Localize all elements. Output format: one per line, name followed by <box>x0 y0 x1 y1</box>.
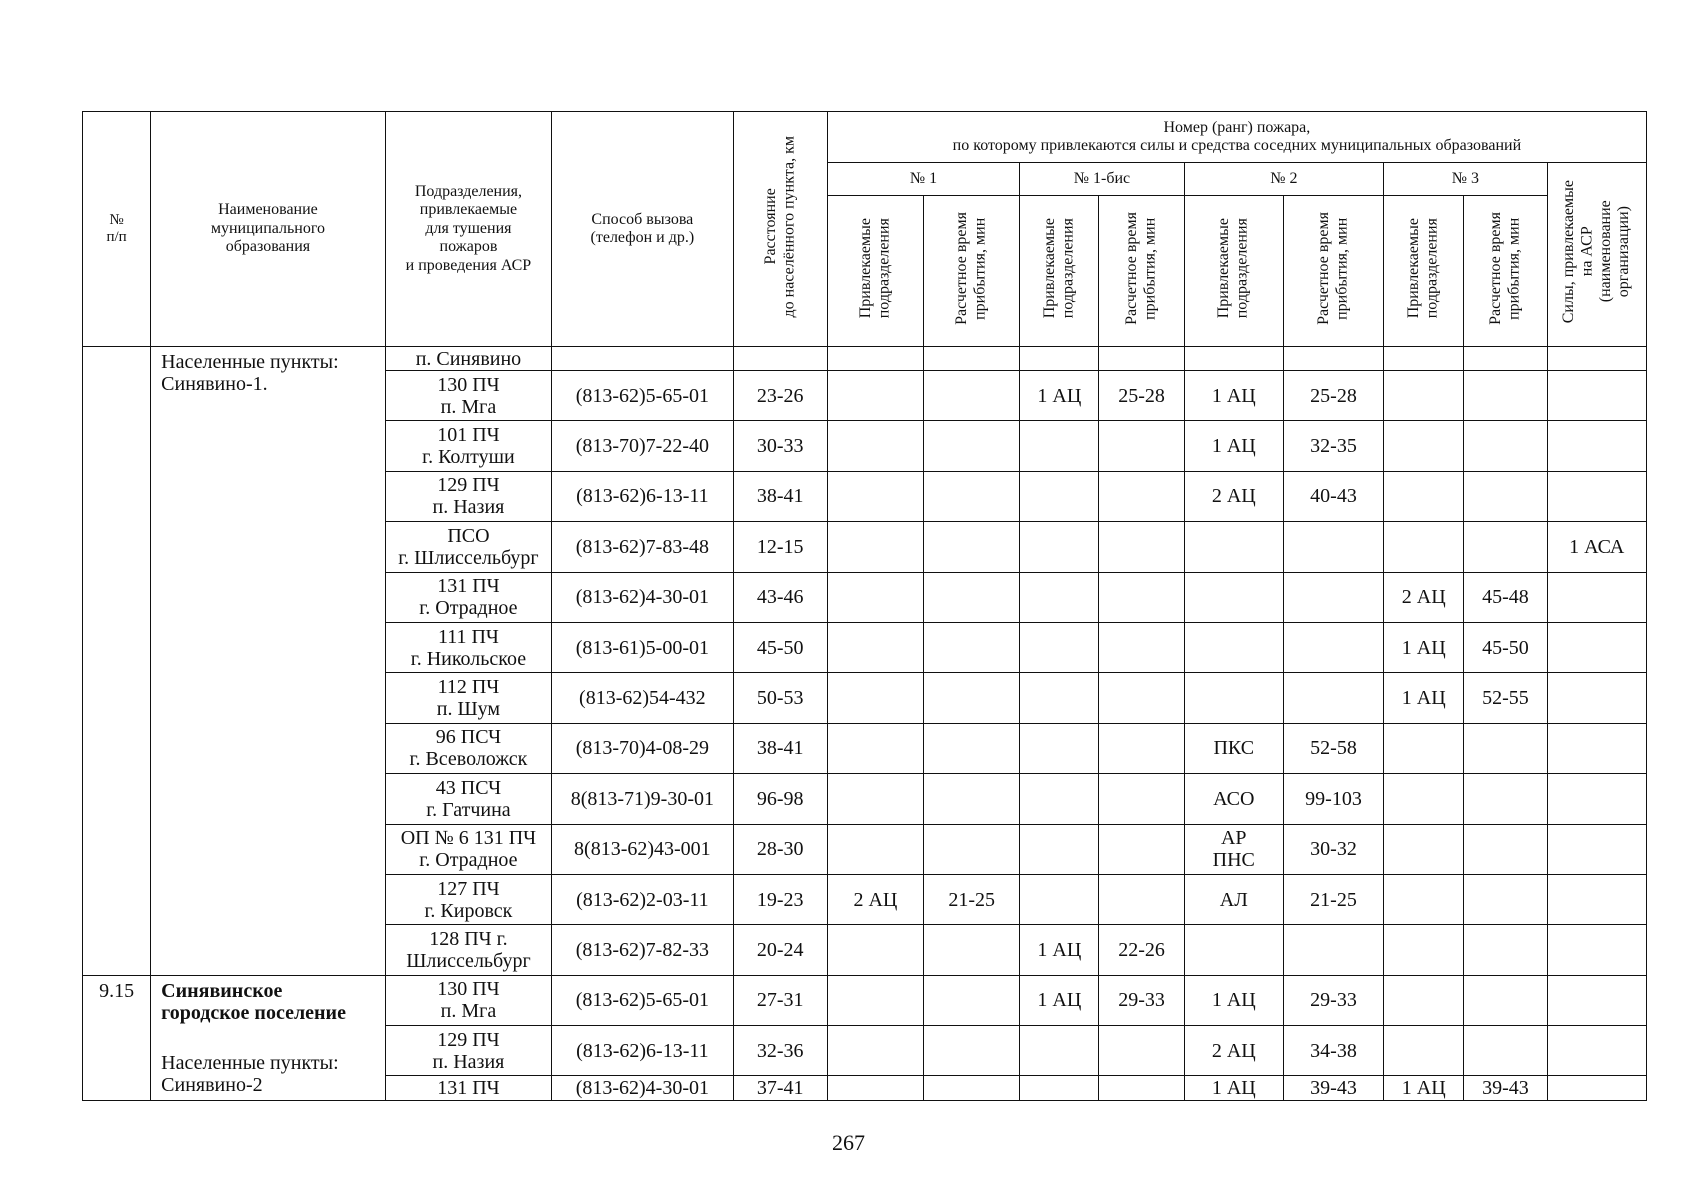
rank3-units-cell <box>1384 824 1464 874</box>
phone-cell: (813-62)2-03-11 <box>552 874 733 924</box>
rank3-time-cell: 52-55 <box>1464 673 1547 723</box>
rank1bis-units-cell <box>1020 421 1099 471</box>
phone-cell: (813-62)5-65-01 <box>552 975 733 1025</box>
unit-cell: 130 ПЧ п. Мга <box>385 975 551 1025</box>
distance-cell: 19-23 <box>733 874 827 924</box>
rank2-time-cell: 40-43 <box>1283 471 1383 521</box>
rank2-time-cell <box>1283 673 1383 723</box>
rank1-time-cell <box>924 774 1020 824</box>
header-rank1bis-units <box>1020 196 1099 347</box>
spacer <box>161 1024 375 1052</box>
rank1-units-cell <box>827 471 923 521</box>
rank3-units-cell: 1 АЦ <box>1384 673 1464 723</box>
phone-cell: 8(813-71)9-30-01 <box>552 774 733 824</box>
header-fire-rank: Номер (ранг) пожара, по которому привлекаются силы и средства соседних муниципальных образований <box>827 112 1646 163</box>
table-body <box>83 347 1647 1101</box>
header-rank-3: № 3 <box>1384 163 1547 196</box>
header-rank1bis-time-text: Расчетное время прибытия, мин <box>1123 211 1159 325</box>
rank3-time-cell: 45-48 <box>1464 572 1547 622</box>
rank3-time-cell <box>1464 1026 1547 1076</box>
asr-cell <box>1547 622 1646 672</box>
rank1-time-cell <box>924 1076 1020 1101</box>
distance-cell: 45-50 <box>733 622 827 672</box>
rank2-units-cell <box>1184 572 1283 622</box>
rank1bis-units-cell: 1 АЦ <box>1020 371 1099 421</box>
rank1-units-cell <box>827 774 923 824</box>
rank1bis-units-cell <box>1020 673 1099 723</box>
rank1-units-cell <box>827 572 923 622</box>
rank1-units-cell <box>827 673 923 723</box>
rank1-time-cell <box>924 622 1020 672</box>
distance-cell: 38-41 <box>733 723 827 773</box>
rank1-time-cell <box>924 371 1020 421</box>
header-rank3-units-text: Привлекаемые подразделения <box>1405 218 1441 319</box>
rank1bis-units-cell: 1 АЦ <box>1020 925 1099 975</box>
rank3-units-cell <box>1384 874 1464 924</box>
rank2-units-cell <box>1184 925 1283 975</box>
header-rank3-time-text: Расчетное время прибытия, мин <box>1487 211 1523 325</box>
rank1-units-cell <box>827 421 923 471</box>
rank3-time-cell <box>1464 975 1547 1025</box>
rank1-units-cell <box>827 371 923 421</box>
rank2-units-cell: АСО <box>1184 774 1283 824</box>
rank3-time-cell <box>1464 824 1547 874</box>
unit-cell: 43 ПСЧ г. Гатчина <box>385 774 551 824</box>
header-rank-1bis: № 1-бис <box>1020 163 1184 196</box>
rank2-time-cell: 21-25 <box>1283 874 1383 924</box>
phone-cell: (813-62)4-30-01 <box>552 1076 733 1101</box>
rank3-units-cell <box>1384 723 1464 773</box>
rank1-time-cell <box>924 347 1020 371</box>
rank1bis-units-cell <box>1020 774 1099 824</box>
header-rank-1: № 1 <box>827 163 1019 196</box>
row-number-cell <box>83 347 151 976</box>
asr-cell: 1 АСА <box>1547 522 1646 572</box>
header-asr-forces <box>1547 163 1646 347</box>
rank2-time-cell <box>1283 347 1383 371</box>
rank1bis-time-cell: 25-28 <box>1099 371 1184 421</box>
rank1-units-cell <box>827 824 923 874</box>
rank1-units-cell <box>827 1076 923 1101</box>
rank1-units-cell <box>827 347 923 371</box>
rank2-time-cell <box>1283 925 1383 975</box>
distance-cell: 96-98 <box>733 774 827 824</box>
rank3-units-cell <box>1384 925 1464 975</box>
phone-cell: (813-62)6-13-11 <box>552 1026 733 1076</box>
header-asr-forces-text: Силы, привлекаемые на АСР (наименование организации) <box>1559 180 1633 324</box>
rank3-time-cell <box>1464 774 1547 824</box>
rank1-time-cell <box>924 1026 1020 1076</box>
rank2-time-cell <box>1283 572 1383 622</box>
rank3-units-cell <box>1384 347 1464 371</box>
asr-cell <box>1547 874 1646 924</box>
rank2-time-cell <box>1283 622 1383 672</box>
header-rank1-time-text: Расчетное время прибытия, мин <box>953 211 989 325</box>
rank3-units-cell <box>1384 1026 1464 1076</box>
rank3-units-cell <box>1384 421 1464 471</box>
rank2-units-cell: 2 АЦ <box>1184 471 1283 521</box>
unit-cell: 128 ПЧ г. Шлиссельбург <box>385 925 551 975</box>
rank3-units-cell <box>1384 471 1464 521</box>
distance-cell <box>733 347 827 371</box>
rank1-time-cell: 21-25 <box>924 874 1020 924</box>
municipality-name: Синявинское городское поселение <box>161 979 346 1024</box>
unit-cell: 112 ПЧ п. Шум <box>385 673 551 723</box>
rank1-time-cell <box>924 522 1020 572</box>
rank2-time-cell: 34-38 <box>1283 1026 1383 1076</box>
rank1bis-time-cell <box>1099 673 1184 723</box>
rank1bis-units-cell <box>1020 874 1099 924</box>
rank1bis-time-cell <box>1099 572 1184 622</box>
municipality-cell <box>151 975 386 1101</box>
header-rank-2: № 2 <box>1184 163 1383 196</box>
rank1bis-time-cell: 22-26 <box>1099 925 1184 975</box>
rank3-time-cell <box>1464 421 1547 471</box>
page-number: 267 <box>832 1130 865 1155</box>
asr-cell <box>1547 347 1646 371</box>
unit-cell: 131 ПЧ г. Отрадное <box>385 572 551 622</box>
unit-cell: 96 ПСЧ г. Всеволожск <box>385 723 551 773</box>
rank2-time-cell: 99-103 <box>1283 774 1383 824</box>
unit-cell: ОП № 6 131 ПЧ г. Отрадное <box>385 824 551 874</box>
rank3-units-cell: 1 АЦ <box>1384 1076 1464 1101</box>
table-row <box>83 975 1647 1025</box>
rank2-units-cell: 1 АЦ <box>1184 1076 1283 1101</box>
phone-cell: (813-61)5-00-01 <box>552 622 733 672</box>
header-rank1-units <box>827 196 923 347</box>
municipality-cell <box>151 347 386 976</box>
rank1bis-time-cell <box>1099 622 1184 672</box>
rank1-units-cell <box>827 622 923 672</box>
rank1bis-time-cell <box>1099 874 1184 924</box>
rank2-time-cell: 52-58 <box>1283 723 1383 773</box>
rank1bis-time-cell <box>1099 522 1184 572</box>
unit-cell: п. Синявино <box>385 347 551 371</box>
rank2-units-cell: 1 АЦ <box>1184 975 1283 1025</box>
rank1-time-cell <box>924 572 1020 622</box>
distance-cell: 12-15 <box>733 522 827 572</box>
rank3-time-cell: 45-50 <box>1464 622 1547 672</box>
rank2-time-cell: 32-35 <box>1283 421 1383 471</box>
distance-cell: 28-30 <box>733 824 827 874</box>
rank1-units-cell <box>827 1026 923 1076</box>
header-distance-text: Расстояние до населённого пункта, км <box>761 135 798 318</box>
header-rank1bis-units-text: Привлекаемые подразделения <box>1040 218 1077 319</box>
rank1bis-time-cell <box>1099 471 1184 521</box>
header-units: Подразделения, привлекаемые для тушения пожаров и проведения АСР <box>385 112 551 347</box>
phone-cell <box>552 347 733 371</box>
rank2-units-cell <box>1184 622 1283 672</box>
phone-cell: 8(813-62)43-001 <box>552 824 733 874</box>
fire-resources-table <box>82 111 1647 1101</box>
rank1bis-time-cell: 29-33 <box>1099 975 1184 1025</box>
rank1-units-cell <box>827 723 923 773</box>
settlements-text: Населенные пункты: Синявино-1. <box>161 351 339 395</box>
rank3-time-cell <box>1464 925 1547 975</box>
rank3-units-cell <box>1384 371 1464 421</box>
header-rank2-units-text: Привлекаемые подразделения <box>1215 218 1251 319</box>
rank2-time-cell: 25-28 <box>1283 371 1383 421</box>
rank1-units-cell <box>827 925 923 975</box>
rank2-units-cell: 2 АЦ <box>1184 1026 1283 1076</box>
phone-cell: (813-62)54-432 <box>552 673 733 723</box>
rank2-units-cell: ПКС <box>1184 723 1283 773</box>
header-rank2-time <box>1283 196 1383 347</box>
rank2-units-cell: 1 АЦ <box>1184 371 1283 421</box>
asr-cell <box>1547 925 1646 975</box>
header-rank3-time <box>1464 196 1547 347</box>
phone-cell: (813-70)4-08-29 <box>552 723 733 773</box>
rank1bis-units-cell <box>1020 572 1099 622</box>
rank1bis-time-cell <box>1099 1026 1184 1076</box>
rank3-time-cell <box>1464 347 1547 371</box>
rank3-time-cell <box>1464 522 1547 572</box>
rank2-time-cell: 29-33 <box>1283 975 1383 1025</box>
rank1bis-units-cell <box>1020 723 1099 773</box>
rank2-units-cell: 1 АЦ <box>1184 421 1283 471</box>
rank3-units-cell: 2 АЦ <box>1384 572 1464 622</box>
distance-cell: 43-46 <box>733 572 827 622</box>
rank1bis-time-cell <box>1099 421 1184 471</box>
header-call-method: Способ вызова (телефон и др.) <box>552 112 733 347</box>
rank2-units-cell <box>1184 673 1283 723</box>
rank3-time-cell <box>1464 723 1547 773</box>
distance-cell: 20-24 <box>733 925 827 975</box>
asr-cell <box>1547 471 1646 521</box>
phone-cell: (813-62)7-82-33 <box>552 925 733 975</box>
rank1bis-time-cell <box>1099 824 1184 874</box>
asr-cell <box>1547 673 1646 723</box>
asr-cell <box>1547 1076 1646 1101</box>
rank1bis-units-cell <box>1020 1026 1099 1076</box>
rank1-time-cell <box>924 824 1020 874</box>
asr-cell <box>1547 975 1646 1025</box>
asr-cell <box>1547 421 1646 471</box>
rank2-units-cell <box>1184 522 1283 572</box>
rank3-time-cell: 39-43 <box>1464 1076 1547 1101</box>
phone-cell: (813-62)7-83-48 <box>552 522 733 572</box>
unit-cell: ПСО г. Шлиссельбург <box>385 522 551 572</box>
distance-cell: 23-26 <box>733 371 827 421</box>
rank1bis-time-cell <box>1099 1076 1184 1101</box>
distance-cell: 37-41 <box>733 1076 827 1101</box>
rank3-time-cell <box>1464 371 1547 421</box>
rank3-time-cell <box>1464 874 1547 924</box>
unit-cell: 127 ПЧ г. Кировск <box>385 874 551 924</box>
rank1-time-cell <box>924 925 1020 975</box>
rank3-units-cell <box>1384 774 1464 824</box>
distance-cell: 38-41 <box>733 471 827 521</box>
rank1bis-units-cell <box>1020 824 1099 874</box>
rank1bis-units-cell <box>1020 471 1099 521</box>
header-distance <box>733 112 827 347</box>
asr-cell <box>1547 371 1646 421</box>
unit-cell: 101 ПЧ г. Колтуши <box>385 421 551 471</box>
rank2-units-cell: АЛ <box>1184 874 1283 924</box>
rank1bis-time-cell <box>1099 347 1184 371</box>
rank1bis-units-cell <box>1020 522 1099 572</box>
phone-cell: (813-62)4-30-01 <box>552 572 733 622</box>
rank1-time-cell <box>924 421 1020 471</box>
distance-cell: 32-36 <box>733 1026 827 1076</box>
asr-cell <box>1547 824 1646 874</box>
rank1-time-cell <box>924 471 1020 521</box>
asr-cell <box>1547 572 1646 622</box>
rank1bis-units-cell: 1 АЦ <box>1020 975 1099 1025</box>
rank1bis-time-cell <box>1099 723 1184 773</box>
row-number-cell: 9.15 <box>83 975 151 1101</box>
unit-cell: 129 ПЧ п. Назия <box>385 1026 551 1076</box>
unit-cell: 131 ПЧ <box>385 1076 551 1101</box>
header-municipality: Наименование муниципального образования <box>151 112 386 347</box>
rank3-units-cell: 1 АЦ <box>1384 622 1464 672</box>
rank2-units-cell: АР ПНС <box>1184 824 1283 874</box>
distance-cell: 27-31 <box>733 975 827 1025</box>
rank1-units-cell: 2 АЦ <box>827 874 923 924</box>
rank2-units-cell <box>1184 347 1283 371</box>
rank1-units-cell <box>827 975 923 1025</box>
table-row <box>83 347 1647 371</box>
header-rank1bis-time <box>1099 196 1184 347</box>
header-rank2-time-text: Расчетное время прибытия, мин <box>1315 211 1351 325</box>
rank3-units-cell <box>1384 522 1464 572</box>
rank2-time-cell: 39-43 <box>1283 1076 1383 1101</box>
rank1-time-cell <box>924 723 1020 773</box>
rank2-time-cell: 30-32 <box>1283 824 1383 874</box>
asr-cell <box>1547 774 1646 824</box>
header-rank1-time <box>924 196 1020 347</box>
header-rank1-units-text: Привлекаемые подразделения <box>857 218 893 319</box>
rank1bis-time-cell <box>1099 774 1184 824</box>
rank1-time-cell <box>924 975 1020 1025</box>
distance-cell: 30-33 <box>733 421 827 471</box>
phone-cell: (813-70)7-22-40 <box>552 421 733 471</box>
rank1bis-units-cell <box>1020 1076 1099 1101</box>
rank3-units-cell <box>1384 975 1464 1025</box>
rank1-time-cell <box>924 673 1020 723</box>
phone-cell: (813-62)5-65-01 <box>552 371 733 421</box>
asr-cell <box>1547 723 1646 773</box>
phone-cell: (813-62)6-13-11 <box>552 471 733 521</box>
rank1-units-cell <box>827 522 923 572</box>
header-rank3-units <box>1384 196 1464 347</box>
header-number: № п/п <box>83 112 151 347</box>
asr-cell <box>1547 1026 1646 1076</box>
settlements-text: Населенные пункты: Синявино-2 <box>161 1051 339 1096</box>
rank2-time-cell <box>1283 522 1383 572</box>
rank3-time-cell <box>1464 471 1547 521</box>
rank1bis-units-cell <box>1020 347 1099 371</box>
unit-cell: 129 ПЧ п. Назия <box>385 471 551 521</box>
distance-cell: 50-53 <box>733 673 827 723</box>
header-rank2-units <box>1184 196 1283 347</box>
rank1bis-units-cell <box>1020 622 1099 672</box>
unit-cell: 130 ПЧ п. Мга <box>385 371 551 421</box>
unit-cell: 111 ПЧ г. Никольское <box>385 622 551 672</box>
